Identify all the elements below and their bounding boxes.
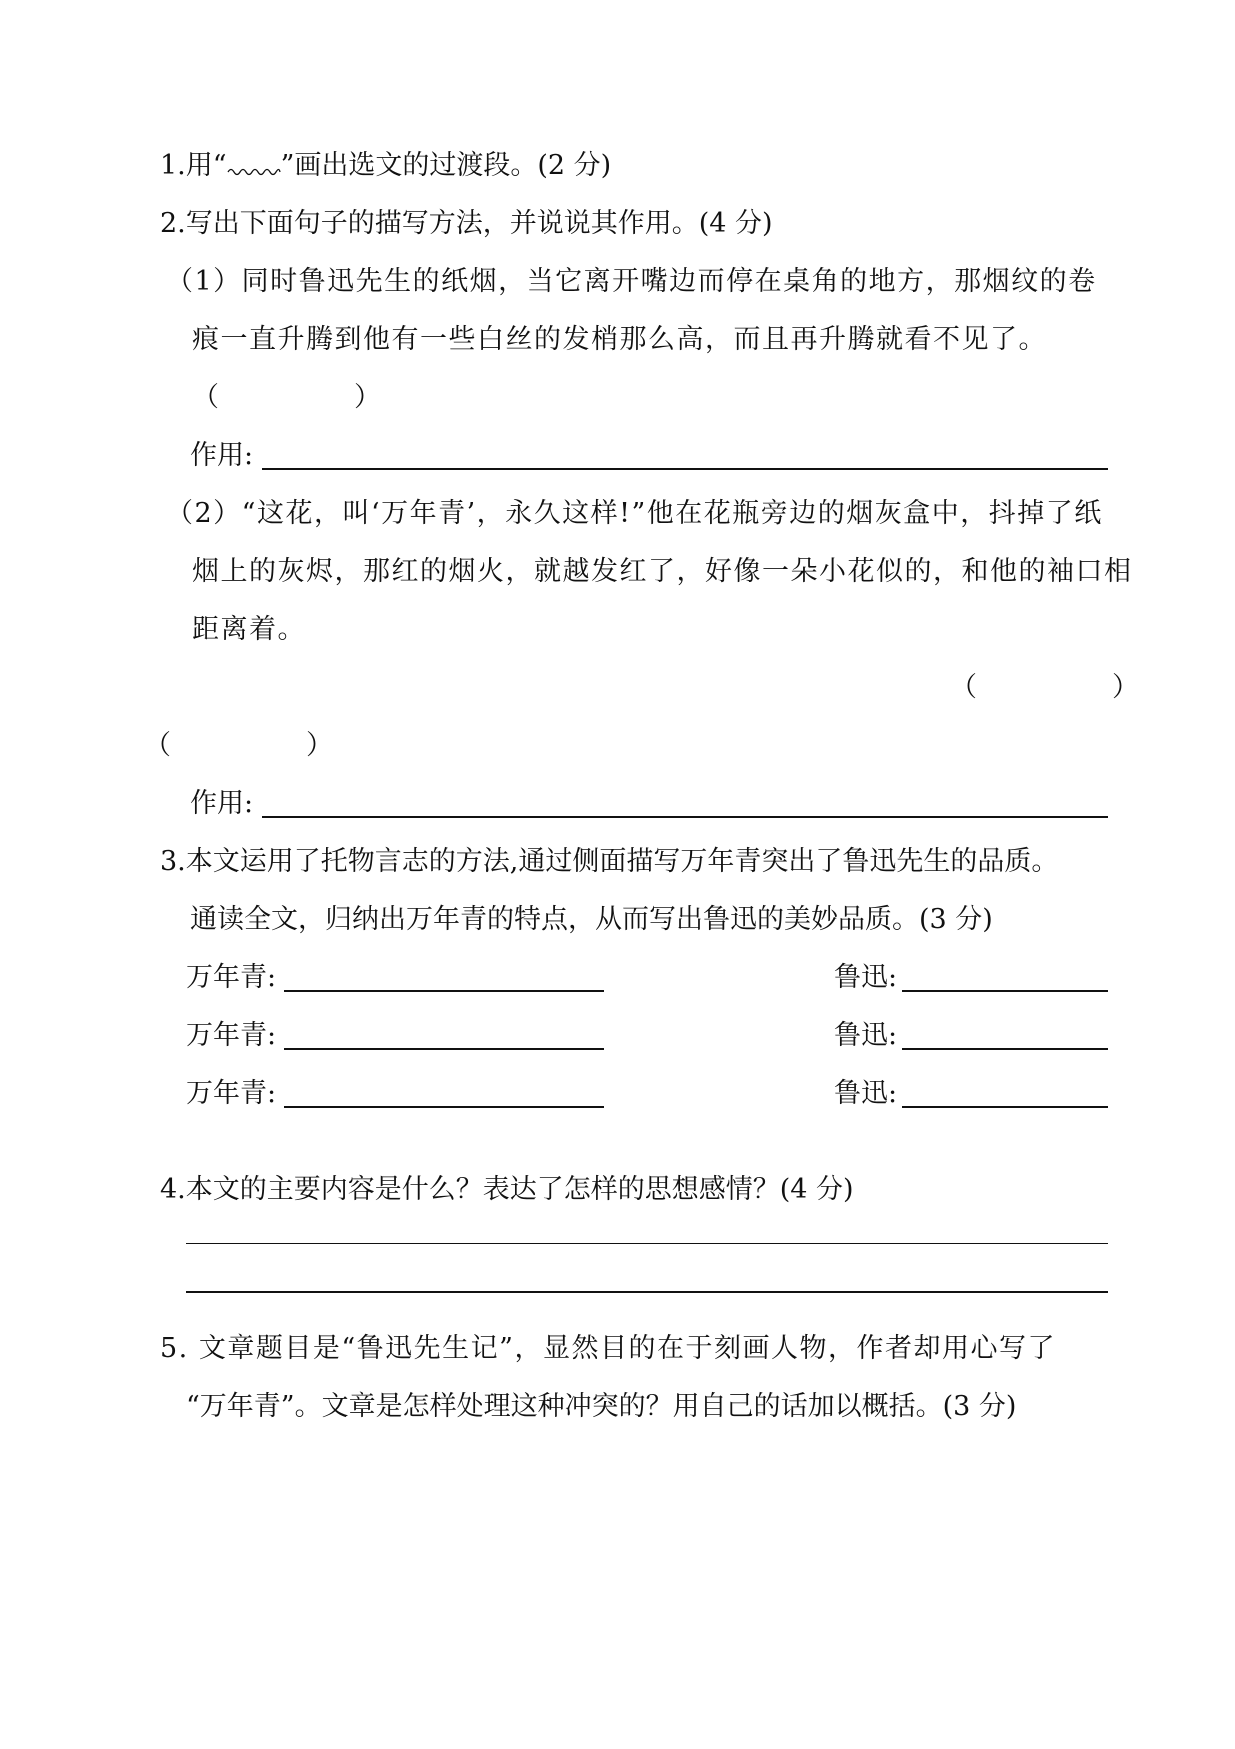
q2-sentence-2-effect-label: 作用: — [190, 788, 254, 819]
q2-sentence-1-effect-label: 作用: — [190, 440, 254, 471]
q3-luxun-label-1: 鲁迅: — [834, 962, 898, 993]
question-3-line-1: 3.本文运用了托物言志的方法,通过侧面描写万年青突出了鲁迅先生的品质。 — [160, 846, 1059, 877]
q2-sentence-1-effect-answer-line[interactable] — [262, 468, 1108, 470]
wavy-underline-mark — [227, 166, 281, 176]
question-1-suffix: ”画出选文的过渡段。(2 分) — [280, 150, 612, 181]
q4-answer-line-1[interactable] — [186, 1243, 1108, 1244]
question-5-line-2: “万年青”。文章是怎样处理这种冲突的？用自己的话加以概括。(3 分) — [186, 1391, 1017, 1422]
q2-sentence-2-line-2: 烟上的灰烬，那红的烟火，就越发红了，好像一朵小花似的，和他的袖口相 — [192, 556, 1133, 587]
question-5-line-1: 5. 文章题目是“鲁迅先生记”，显然目的在于刻画人物，作者却用心写了 — [160, 1333, 1056, 1364]
q3-luxun-label-3: 鲁迅: — [834, 1078, 898, 1109]
q2-sentence-2-effect-answer-line[interactable] — [262, 816, 1108, 818]
q3-wannianqing-label-2: 万年青: — [186, 1020, 277, 1051]
question-1 — [160, 148, 611, 184]
q2-sentence-2-method-blank-right[interactable]: （ ） — [950, 672, 1139, 703]
q3-wannianqing-answer-line-3[interactable] — [284, 1106, 604, 1108]
q3-luxun-label-2: 鲁迅: — [834, 1020, 898, 1051]
q4-answer-line-2[interactable] — [186, 1291, 1108, 1293]
question-4-stem: 4.本文的主要内容是什么？表达了怎样的思想感情？(4 分) — [160, 1174, 854, 1205]
q3-wannianqing-answer-line-1[interactable] — [284, 990, 604, 992]
q2-sentence-1-method-blank[interactable]: （ ） — [192, 382, 381, 413]
q3-luxun-answer-line-1[interactable] — [902, 990, 1108, 992]
q2-sentence-1-line-2: 痕一直升腾到他有一些白丝的发梢那么高，而且再升腾就看不见了。 — [192, 324, 1047, 355]
question-3-line-2: 通读全文，归纳出万年青的特点，从而写出鲁迅的美妙品质。(3 分) — [190, 904, 993, 935]
question-1-prefix: 1.用“ — [160, 150, 227, 181]
q3-luxun-answer-line-2[interactable] — [902, 1048, 1108, 1050]
q3-wannianqing-answer-line-2[interactable] — [284, 1048, 604, 1050]
q2-sentence-2-method-blank-left[interactable]: （ ） — [144, 730, 333, 761]
q3-wannianqing-label-1: 万年青: — [186, 962, 277, 993]
question-2-stem: 2.写出下面句子的描写方法，并说说其作用。(4 分) — [160, 208, 773, 239]
q2-sentence-1-line-1: （1）同时鲁迅先生的纸烟，当它离开嘴边而停在桌角的地方，那烟纹的卷 — [166, 266, 1097, 297]
q2-sentence-2-line-1: （2）“这花，叫‘万年青’，永久这样!”他在花瓶旁边的烟灰盒中，抖掉了纸 — [166, 498, 1103, 529]
q2-sentence-2-line-3: 距离着。 — [192, 614, 306, 645]
q3-wannianqing-label-3: 万年青: — [186, 1078, 277, 1109]
q3-luxun-answer-line-3[interactable] — [902, 1106, 1108, 1108]
